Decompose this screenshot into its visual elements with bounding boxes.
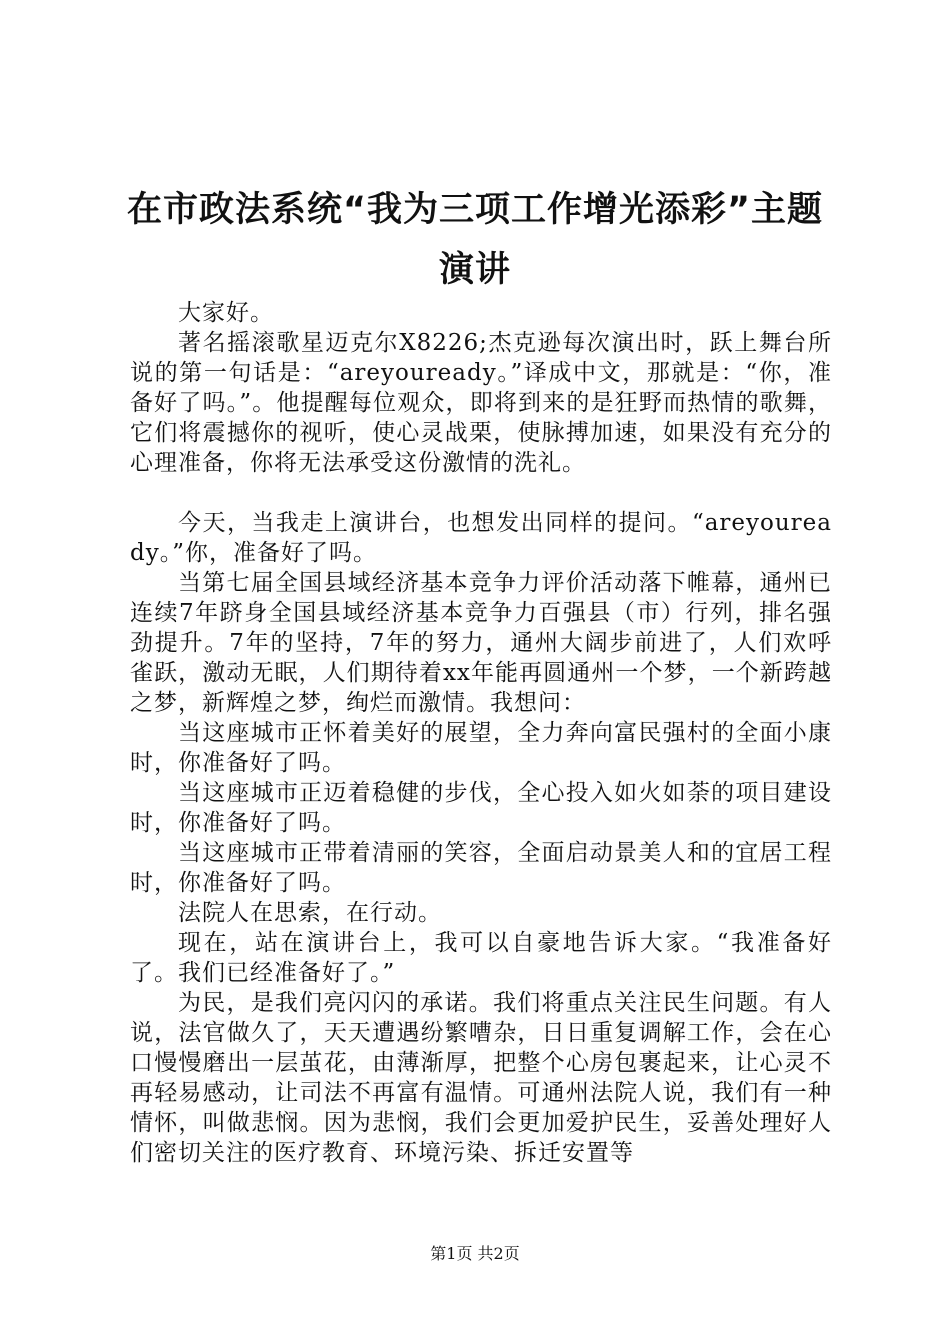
paragraph-question-2: 当这座城市正迈着稳健的步伐，全心投入如火如荼的项目建设时，你准备好了吗。 — [130, 780, 832, 836]
paragraph-ready: 现在，站在演讲台上，我可以自豪地告诉大家。“我准备好了。我们已经准备好了。” — [130, 930, 832, 986]
page-footer: 第1页 共2页 — [430, 1244, 520, 1263]
paragraph-question-3: 当这座城市正带着清丽的笑容，全面启动景美人和的宜居工程时，你准备好了吗。 — [130, 840, 832, 896]
paragraph-for-the-people: 为民，是我们亮闪闪的承诺。我们将重点关注民生问题。有人说，法官做久了，天天遭遇纷繁嘈杂，日日重复调解工作，会在心口慢慢磨出一层茧花，由薄渐厚，把整个心房包裹起来，让心灵不再轻易感动，让司法不再富有温情。可通州法院人说，我们有一种情怀，叫做悲悯。因为悲悯，我们会更加爱护民生，妥善处理好人们密切关注的医疗教育、环境污染、拆迁安置等 — [130, 990, 832, 1166]
paragraph-court: 法院人在思索，在行动。 — [178, 900, 442, 926]
document-title-line-2: 演讲 — [438, 250, 511, 290]
document-title-line-1: 在市政法系统“我为三项工作增光添彩”主题 — [126, 190, 823, 230]
paragraph-greeting: 大家好。 — [178, 300, 274, 326]
paragraph-today: 今天，当我走上演讲台，也想发出同样的提问。“areyouready。”你，准备好了吗。 — [130, 510, 832, 566]
paragraph-jackson: 著名摇滚歌星迈克尔X8226;杰克逊每次演出时，跃上舞台所说的第一句话是：“areyouready。”译成中文，那就是：“你，准备好了吗。”。他提醒每位观众，即将到来的是狂野而热情的歌舞，它们将震撼你的视听，使心灵战栗，使脉搏加速，如果没有充分的心理准备，你将无法承受这份激情的洗礼。 — [130, 330, 832, 476]
paragraph-question-1: 当这座城市正怀着美好的展望，全力奔向富民强村的全面小康时，你准备好了吗。 — [130, 720, 832, 776]
document-body — [130, 298, 832, 1168]
paragraph-tongzhou: 当第七届全国县域经济基本竞争力评价活动落下帷幕，通州已连续7年跻身全国县域经济基本竞争力百强县（市）行列，排名强劲提升。7年的坚持，7年的努力，通州大阔步前进了，人们欢呼雀跃，激动无眠，人们期待着xx年能再圆通州一个梦，一个新跨越之梦，新辉煌之梦，绚烂而激情。我想问： — [130, 570, 832, 716]
